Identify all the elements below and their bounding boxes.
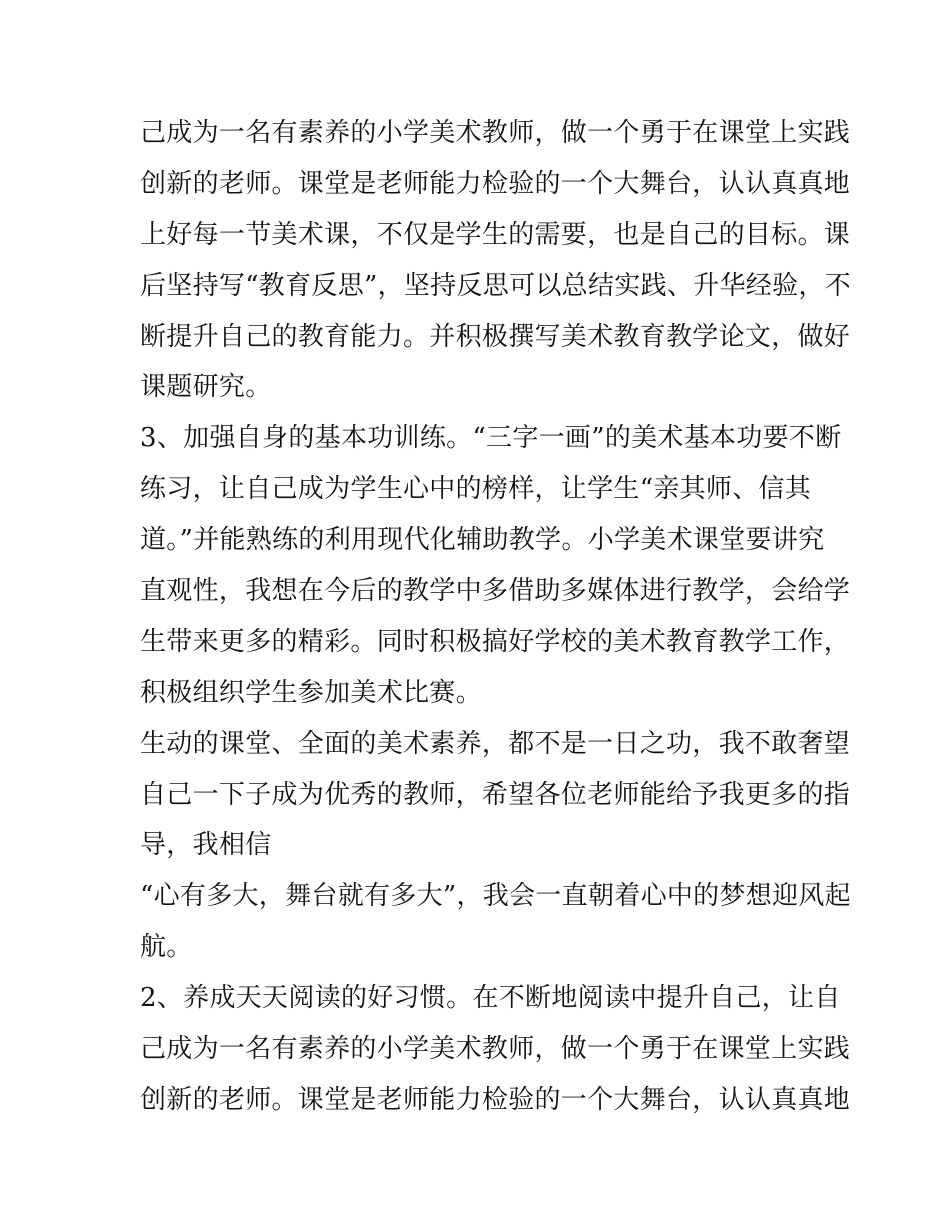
text-line: 航。 (140, 932, 193, 963)
text-line: 自己一下子成为优秀的教师，希望各位老师能给予我更多的指 (140, 779, 851, 810)
text-line: 创新的老师。课堂是老师能力检验的一个大舞台，认认真真地 (140, 1084, 851, 1115)
text-line: 道。”并能熟练的利用现代化辅助教学。小学美术课堂要讲究 (140, 525, 825, 556)
document-body (140, 108, 851, 1126)
text-line: 练习，让自己成为学生心中的榜样，让学生“亲其师、信其 (140, 474, 812, 505)
text-line: 后坚持写“教育反思”，坚持反思可以总结实践、升华经验，不 (140, 270, 851, 301)
text-line: 己成为一名有素养的小学美术教师，做一个勇于在课堂上实践 (140, 1034, 851, 1065)
text-line: 3、加强自身的基本功训练。“三字一画”的美术基本功要不断 (140, 423, 842, 454)
text-line: 断提升自己的教育能力。并积极撰写美术教育教学论文，做好 (140, 321, 851, 352)
text-line: 积极组织学生参加美术比赛。 (140, 677, 482, 708)
text-line: 课题研究。 (140, 372, 272, 403)
text-line: “心有多大，舞台就有多大”，我会一直朝着心中的梦想迎风起 (140, 881, 851, 912)
text-line: 直观性，我想在今后的教学中多借助多媒体进行教学，会给学 (140, 576, 851, 607)
text-line: 导，我相信 (140, 830, 272, 861)
text-line: 己成为一名有素养的小学美术教师，做一个勇于在课堂上实践 (140, 118, 851, 148)
text-line: 2、养成天天阅读的好习惯。在不断地阅读中提升自己，让自 (140, 983, 841, 1014)
text-line: 创新的老师。课堂是老师能力检验的一个大舞台，认认真真地 (140, 168, 851, 199)
text-line: 生动的课堂、全面的美术素养，都不是一日之功，我不敢奢望 (140, 728, 851, 759)
text-line: 生带来更多的精彩。同时积极搞好学校的美术教育教学工作， (140, 626, 851, 657)
text-line: 上好每一节美术课，不仅是学生的需要，也是自己的目标。课 (140, 219, 851, 250)
